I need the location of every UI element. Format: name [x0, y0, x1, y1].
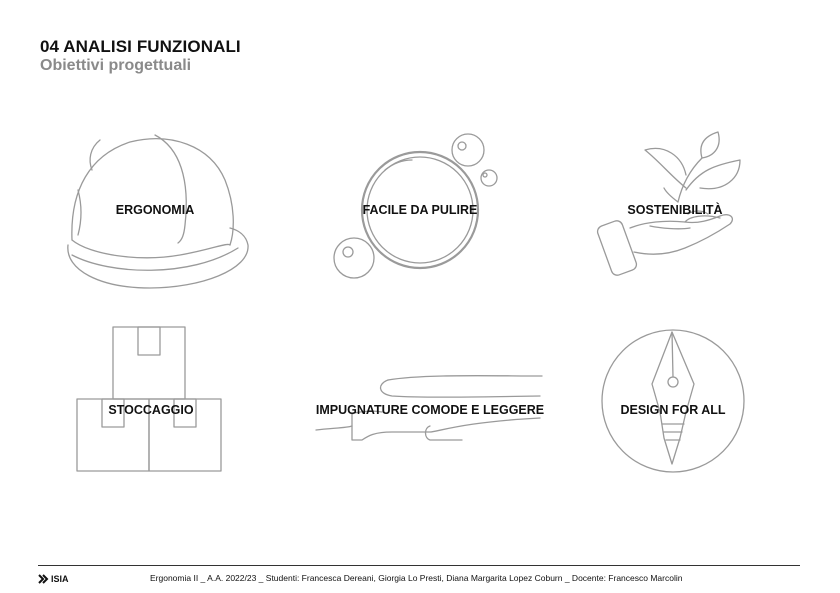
- goal-label: DESIGN FOR ALL: [620, 403, 726, 417]
- footer-credits: Ergonomia II _ A.A. 2022/23 _ Studenti: Francesca Dereani, Giorgia Lo Presti, Diana Margarita Lopez Coburn _ Docente: Francesco Marcolin: [150, 573, 683, 583]
- goal-stoccaggio: [76, 326, 226, 476]
- page-title: 04 ANALISI FUNZIONALI: [40, 37, 241, 56]
- goal-ergonomia: [60, 130, 250, 290]
- goal-label: ERGONOMIA: [115, 203, 195, 217]
- goal-design-for-all: [600, 328, 746, 474]
- goal-label: FACILE DA PULIRE: [362, 203, 478, 217]
- goal-facile-da-pulire: [330, 130, 510, 290]
- goal-sostenibilita: [590, 130, 760, 290]
- footer-divider: [38, 565, 800, 566]
- page-subtitle: Obiettivi progettuali: [40, 57, 192, 74]
- goal-label: IMPUGNATURE COMODE E LEGGERE: [315, 403, 545, 417]
- stacked-boxes-icon: [76, 326, 226, 476]
- logo-text: ISIA: [51, 574, 69, 584]
- goal-label: SOSTENIBILITÀ: [627, 203, 723, 217]
- isia-logo-icon: [38, 574, 49, 585]
- goal-impugnature: [312, 370, 548, 450]
- isia-logo: [38, 572, 69, 586]
- goal-label: STOCCAGGIO: [108, 403, 194, 417]
- pen-nib-icon: [600, 328, 746, 474]
